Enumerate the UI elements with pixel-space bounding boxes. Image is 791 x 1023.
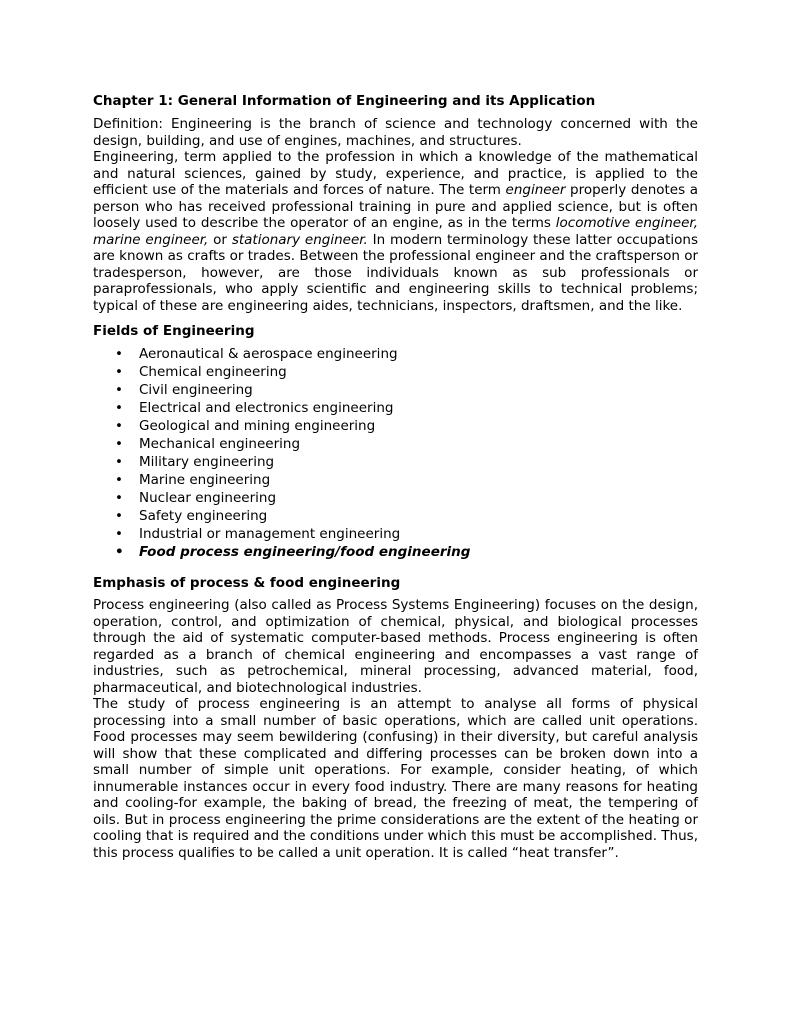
- definition-paragraph: Definition: Engineering is the branch of science and technology concerned with the design, building, and use of engines, machines, and structures.: [93, 116, 698, 149]
- fields-heading: Fields of Engineering: [93, 323, 255, 339]
- list-item: • Mechanical engineering: [139, 435, 698, 453]
- unit-operations-paragraph: The study of process engineering is an attempt to analyse all forms of physical processing into a small number of basic operations, which are called unit operations. Food processes may seem bewildering (confusing) in their diversity, but careful analysis will show that these complicated and differing processes can be broken down into a small number of simple unit operations. For example, consider heating, of which innumerable instances occur in every food industry. There are many reasons for heating and cooling-for example, the baking of bread, the freezing of meat, the tempering of oils. But in process engineering the prime considerations are the extent of the heating or cooling that is required and the conditions under which this must be accomplished. Thus, this process qualifies to be called a unit operation. It is called “heat transfer”.: [93, 696, 698, 861]
- list-item: • Geological and mining engineering: [139, 417, 698, 435]
- emphasis-heading: Emphasis of process & food engineering: [93, 575, 401, 591]
- list-item: • Civil engineering: [139, 381, 698, 399]
- list-item: • Industrial or management engineering: [139, 525, 698, 543]
- chapter-heading: Chapter 1: General Information of Engineering and its Application: [93, 93, 596, 109]
- list-item: • Chemical engineering: [139, 363, 698, 381]
- list-item-food-engineering: • Food process engineering/food engineering: [139, 543, 698, 561]
- list-item: • Military engineering: [139, 453, 698, 471]
- list-item: • Marine engineering: [139, 471, 698, 489]
- list-item: • Safety engineering: [139, 507, 698, 525]
- list-item: • Electrical and electronics engineering: [139, 399, 698, 417]
- process-engineering-paragraph: Process engineering (also called as Process Systems Engineering) focuses on the design, operation, control, and optimization of chemical, physical, and biological processes through the aid of systematic computer-based methods. Process engineering is often regarded as a branch of chemical engineering and encompasses a vast range of industries, such as petrochemical, mineral processing, advanced material, food, pharmaceutical, and biotechnological industries.: [93, 597, 698, 696]
- engineering-paragraph: Engineering, term applied to the profession in which a knowledge of the mathematical and natural sciences, gained by study, experience, and practice, is applied to the efficient use of the materials and forces of nature. The term engineer properly denotes a person who has received professional training in pure and applied science, but is often loosely used to describe the operator of an engine, as in the terms locomotive engineer, marine engineer, or stationary engineer. In modern terminology these latter occupations are known as crafts or trades. Between the professional engineer and the craftsperson or tradesperson, however, are those individuals known as sub professionals or paraprofessionals, who apply scientific and engineering skills to technical problems; typical of these are engineering aides, technicians, inspectors, draftsmen, and the like.: [93, 149, 699, 314]
- list-item: • Aeronautical & aerospace engineering: [139, 345, 698, 363]
- list-item: • Nuclear engineering: [139, 489, 698, 507]
- document-page: [93, 92, 698, 861]
- fields-list: [93, 345, 698, 561]
